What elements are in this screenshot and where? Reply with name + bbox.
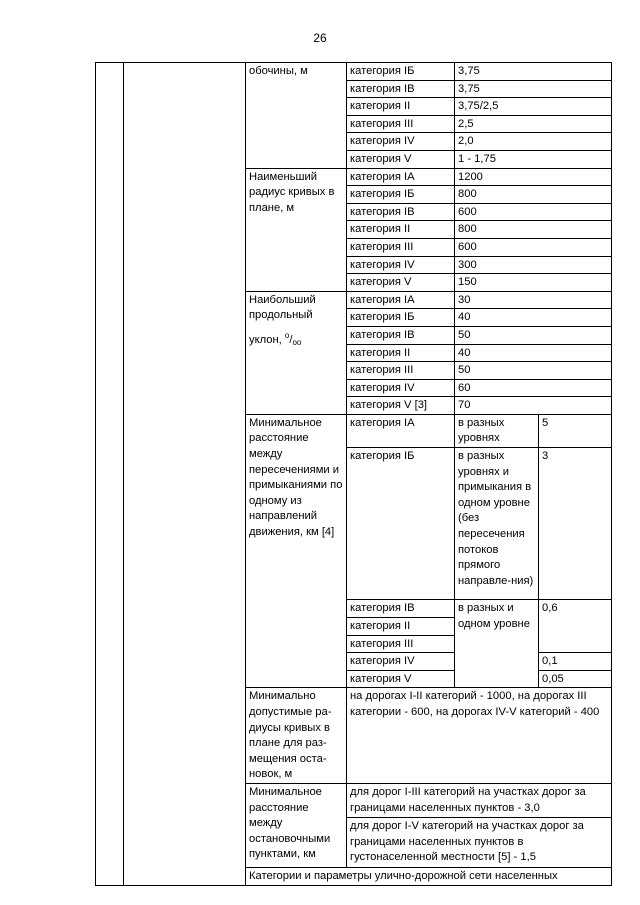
value-cell: 300	[455, 256, 612, 274]
value-cell: 30	[455, 291, 612, 309]
value-cell: 150	[455, 274, 612, 292]
category-cell: категория III	[347, 635, 455, 653]
category-cell: категория IБ	[347, 448, 455, 600]
category-cell: категория V	[347, 150, 455, 168]
category-cell: категория IА	[347, 414, 455, 447]
value-cell: 0,6	[539, 600, 612, 653]
stops-radius-text-c: категорий - 400	[516, 706, 600, 719]
value-cell: 50	[455, 326, 612, 344]
category-cell: категория III	[347, 238, 455, 256]
value-cell: 60	[455, 379, 612, 397]
parameter-cell: обочины, м	[246, 63, 347, 169]
value-cell: для дорог I-III категорий на участках дорог за границами населенных пунктов - 3,0	[347, 784, 612, 818]
stops-radius-text-a: на дорогах I-II категорий - 1000, на дорогах III категории - 600, на дорогах	[350, 690, 587, 719]
parameter-cell: Наименьший радиус кривых в плане, м	[246, 168, 347, 291]
category-cell: категория III	[347, 115, 455, 133]
value-cell: 1 - 1,75	[455, 150, 612, 168]
stops-radius-text-b: IV-V	[495, 706, 517, 719]
value-cell: 600	[455, 238, 612, 256]
road-parameters-table	[95, 62, 612, 886]
category-cell: категория IВ	[347, 203, 455, 221]
value-cell: 600	[455, 203, 612, 221]
slope-unit-slash: /	[289, 333, 293, 346]
type-cell: в разных уровнях и примыкания в одном уровне (без пересечения потоков прямого направле-ния)	[455, 448, 539, 600]
value-cell: 0,1	[539, 653, 612, 671]
category-cell: категория V	[347, 274, 455, 292]
value-cell: 2,0	[455, 133, 612, 151]
value-cell: 800	[455, 186, 612, 204]
category-cell: категория IV	[347, 379, 455, 397]
value-cell: 800	[455, 221, 612, 239]
category-cell: категория V	[347, 670, 455, 688]
type-cell: в разных уровнях	[455, 414, 539, 447]
value-cell: 3,75/2,5	[455, 98, 612, 116]
value-cell: 1200	[455, 168, 612, 186]
number-column-cell	[96, 63, 124, 886]
category-cell: категория IВ	[347, 326, 455, 344]
slope-param-line-1: Наибольший	[249, 293, 316, 306]
category-cell: категория V [3]	[347, 397, 455, 415]
category-cell: категория IА	[347, 291, 455, 309]
value-cell: 40	[455, 344, 612, 362]
section-column-cell	[124, 63, 246, 886]
value-cell: 0,05	[539, 670, 612, 688]
page-number: 26	[313, 31, 327, 45]
category-cell: категория II	[347, 221, 455, 239]
value-cell: 40	[455, 309, 612, 327]
value-cell: 5	[539, 414, 612, 447]
value-cell: 3	[539, 448, 612, 600]
category-cell: категория IБ	[347, 186, 455, 204]
value-cell: для дорог I-V категорий на участках дорог за границами населенных пунктов в густонаселенной местности [5] - 1,5	[347, 818, 612, 868]
category-cell: категория IV	[347, 256, 455, 274]
section-heading-cell: Категории и параметры улично-дорожной сети населенных	[246, 868, 612, 886]
value-cell	[347, 688, 612, 784]
value-cell: 3,75	[455, 80, 612, 98]
category-cell: категория IV	[347, 653, 455, 671]
value-cell: 3,75	[455, 63, 612, 81]
category-cell: категория IА	[347, 168, 455, 186]
slope-unit-prefix: уклон,	[249, 333, 282, 346]
category-cell: категория II	[347, 98, 455, 116]
value-cell: 50	[455, 362, 612, 380]
category-cell: категория IБ	[347, 63, 455, 81]
category-cell: категория IV	[347, 133, 455, 151]
slope-unit-sup: о	[284, 330, 290, 340]
value-cell: 2,5	[455, 115, 612, 133]
table-row	[96, 63, 612, 81]
slope-unit-sub: оо	[292, 337, 302, 347]
category-cell: категория II	[347, 344, 455, 362]
category-cell: категория II	[347, 618, 455, 636]
parameter-cell-slope	[246, 291, 347, 414]
category-cell: категория IВ	[347, 600, 455, 618]
parameter-cell: Минимальное расстояние между остановочными пунктами, км	[246, 784, 347, 868]
slope-param-line-2: продольный	[249, 309, 313, 322]
type-cell: в разных и одном уровне	[455, 600, 539, 688]
parameter-cell: Минимальное расстояние между пересечениями и примыканиями по одному из направлений движения, км [4]	[246, 414, 347, 688]
value-cell: 70	[455, 397, 612, 415]
category-cell: категория IВ	[347, 80, 455, 98]
category-cell: категория III	[347, 362, 455, 380]
category-cell: категория IБ	[347, 309, 455, 327]
parameter-cell: Минимально допустимые ра-диусы кривых в плане для раз-мещения оста-новок, м	[246, 688, 347, 784]
slope-unit-line	[249, 328, 343, 351]
